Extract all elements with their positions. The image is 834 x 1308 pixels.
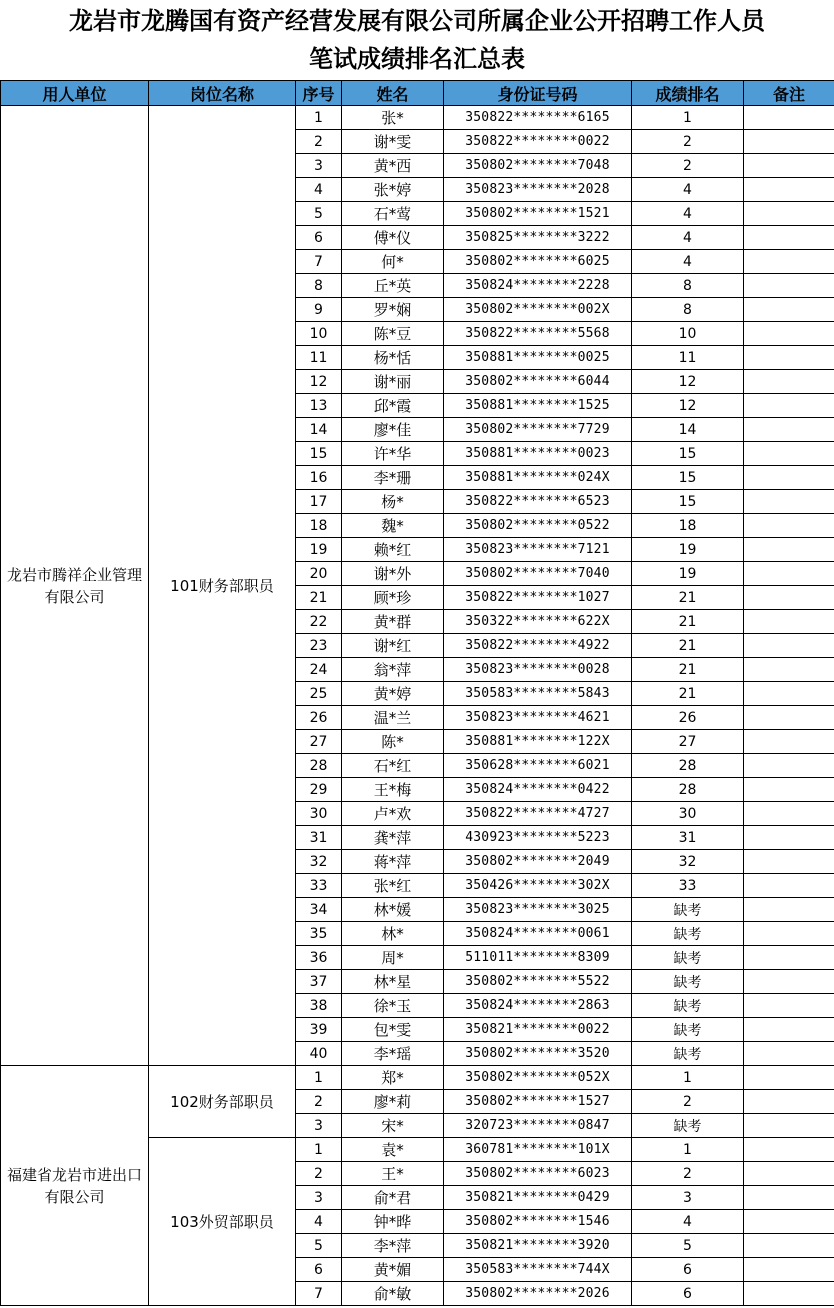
- cell-name: 郑*: [342, 1066, 444, 1090]
- cell-id: 350821********0429: [444, 1186, 632, 1210]
- cell-note: [744, 298, 834, 322]
- cell-post: 103外贸部职员: [149, 1138, 296, 1306]
- cell-name: 杨*恬: [342, 346, 444, 370]
- cell-rank: 缺考: [632, 1042, 744, 1066]
- cell-seq: 29: [296, 778, 342, 802]
- cell-rank: 21: [632, 586, 744, 610]
- cell-note: [744, 562, 834, 586]
- cell-seq: 36: [296, 946, 342, 970]
- cell-rank: 14: [632, 418, 744, 442]
- cell-seq: 5: [296, 1234, 342, 1258]
- cell-id: 350823********0028: [444, 658, 632, 682]
- cell-seq: 17: [296, 490, 342, 514]
- cell-rank: 缺考: [632, 1114, 744, 1138]
- cell-rank: 1: [632, 1138, 744, 1162]
- cell-note: [744, 1138, 834, 1162]
- cell-seq: 27: [296, 730, 342, 754]
- cell-seq: 23: [296, 634, 342, 658]
- cell-seq: 26: [296, 706, 342, 730]
- cell-rank: 4: [632, 178, 744, 202]
- cell-seq: 38: [296, 994, 342, 1018]
- cell-seq: 24: [296, 658, 342, 682]
- cell-note: [744, 850, 834, 874]
- cell-rank: 4: [632, 202, 744, 226]
- cell-rank: 4: [632, 1210, 744, 1234]
- cell-name: 廖*莉: [342, 1090, 444, 1114]
- cell-name: 魏*: [342, 514, 444, 538]
- cell-note: [744, 1234, 834, 1258]
- cell-id: 350823********2028: [444, 178, 632, 202]
- cell-note: [744, 1066, 834, 1090]
- cell-name: 林*: [342, 922, 444, 946]
- cell-id: 350802********1521: [444, 202, 632, 226]
- cell-note: [744, 994, 834, 1018]
- cell-rank: 缺考: [632, 922, 744, 946]
- cell-note: [744, 634, 834, 658]
- cell-name: 李*珊: [342, 466, 444, 490]
- cell-note: [744, 418, 834, 442]
- cell-note: [744, 1210, 834, 1234]
- cell-rank: 6: [632, 1282, 744, 1306]
- cell-note: [744, 154, 834, 178]
- cell-id: 350881********1525: [444, 394, 632, 418]
- cell-name: 廖*佳: [342, 418, 444, 442]
- cell-rank: 15: [632, 442, 744, 466]
- cell-name: 林*星: [342, 970, 444, 994]
- cell-id: 350881********024X: [444, 466, 632, 490]
- cell-seq: 37: [296, 970, 342, 994]
- cell-seq: 3: [296, 1114, 342, 1138]
- cell-id: 350824********0061: [444, 922, 632, 946]
- cell-id: 350824********0422: [444, 778, 632, 802]
- cell-id: 350802********0522: [444, 514, 632, 538]
- cell-seq: 11: [296, 346, 342, 370]
- cell-id: 350426********302X: [444, 874, 632, 898]
- cell-id: 350825********3222: [444, 226, 632, 250]
- cell-seq: 19: [296, 538, 342, 562]
- cell-note: [744, 658, 834, 682]
- cell-rank: 缺考: [632, 1018, 744, 1042]
- cell-id: 350802********2049: [444, 850, 632, 874]
- cell-rank: 31: [632, 826, 744, 850]
- cell-rank: 19: [632, 538, 744, 562]
- cell-name: 傅*仪: [342, 226, 444, 250]
- cell-note: [744, 778, 834, 802]
- cell-rank: 21: [632, 658, 744, 682]
- cell-note: [744, 586, 834, 610]
- header-note: 备注: [744, 81, 834, 106]
- cell-name: 李*瑶: [342, 1042, 444, 1066]
- cell-id: 360781********101X: [444, 1138, 632, 1162]
- cell-id: 350802********7040: [444, 562, 632, 586]
- header-unit: 用人单位: [1, 81, 149, 106]
- cell-name: 周*: [342, 946, 444, 970]
- cell-name: 黄*婷: [342, 682, 444, 706]
- cell-seq: 2: [296, 1162, 342, 1186]
- cell-name: 黄*群: [342, 610, 444, 634]
- cell-note: [744, 1018, 834, 1042]
- cell-rank: 1: [632, 106, 744, 130]
- cell-seq: 6: [296, 1258, 342, 1282]
- cell-rank: 缺考: [632, 898, 744, 922]
- cell-note: [744, 1114, 834, 1138]
- cell-name: 杨*: [342, 490, 444, 514]
- cell-name: 王*: [342, 1162, 444, 1186]
- cell-seq: 33: [296, 874, 342, 898]
- document-title: [0, 0, 834, 80]
- cell-id: 350823********7121: [444, 538, 632, 562]
- cell-rank: 27: [632, 730, 744, 754]
- cell-seq: 13: [296, 394, 342, 418]
- cell-name: 钟*晔: [342, 1210, 444, 1234]
- cell-seq: 31: [296, 826, 342, 850]
- cell-note: [744, 346, 834, 370]
- cell-rank: 4: [632, 250, 744, 274]
- cell-note: [744, 1042, 834, 1066]
- cell-name: 黄*西: [342, 154, 444, 178]
- cell-seq: 12: [296, 370, 342, 394]
- cell-rank: 2: [632, 130, 744, 154]
- cell-name: 袁*: [342, 1138, 444, 1162]
- cell-name: 温*兰: [342, 706, 444, 730]
- cell-note: [744, 754, 834, 778]
- cell-id: 350802********5522: [444, 970, 632, 994]
- cell-note: [744, 202, 834, 226]
- cell-seq: 3: [296, 1186, 342, 1210]
- cell-note: [744, 394, 834, 418]
- cell-id: 350881********0023: [444, 442, 632, 466]
- cell-name: 俞*君: [342, 1186, 444, 1210]
- cell-name: 谢*红: [342, 634, 444, 658]
- cell-id: 350628********6021: [444, 754, 632, 778]
- cell-note: [744, 1282, 834, 1306]
- cell-rank: 11: [632, 346, 744, 370]
- cell-seq: 40: [296, 1042, 342, 1066]
- cell-seq: 1: [296, 1138, 342, 1162]
- cell-rank: 4: [632, 226, 744, 250]
- title-line-2: 笔试成绩排名汇总表: [309, 45, 525, 73]
- header-name: 姓名: [342, 81, 444, 106]
- cell-note: [744, 706, 834, 730]
- cell-rank: 21: [632, 634, 744, 658]
- cell-id: 350822********5568: [444, 322, 632, 346]
- cell-seq: 35: [296, 922, 342, 946]
- cell-name: 何*: [342, 250, 444, 274]
- cell-rank: 19: [632, 562, 744, 586]
- cell-note: [744, 946, 834, 970]
- cell-name: 蒋*萍: [342, 850, 444, 874]
- cell-id: 350821********3920: [444, 1234, 632, 1258]
- cell-seq: 5: [296, 202, 342, 226]
- cell-id: 350881********122X: [444, 730, 632, 754]
- cell-id: 350823********3025: [444, 898, 632, 922]
- cell-note: [744, 802, 834, 826]
- cell-rank: 28: [632, 778, 744, 802]
- cell-seq: 18: [296, 514, 342, 538]
- cell-rank: 15: [632, 490, 744, 514]
- cell-seq: 21: [296, 586, 342, 610]
- cell-id: 320723********0847: [444, 1114, 632, 1138]
- cell-seq: 10: [296, 322, 342, 346]
- cell-id: 350822********0022: [444, 130, 632, 154]
- cell-rank: 2: [632, 1162, 744, 1186]
- cell-name: 龚*萍: [342, 826, 444, 850]
- cell-name: 俞*敏: [342, 1282, 444, 1306]
- cell-rank: 30: [632, 802, 744, 826]
- cell-note: [744, 274, 834, 298]
- table-row: [1, 1066, 834, 1090]
- cell-unit: 福建省龙岩市进出口有限公司: [1, 1066, 149, 1306]
- title-line-1: 龙岩市龙腾国有资产经营发展有限公司所属企业公开招聘工作人员: [69, 7, 765, 35]
- cell-name: 陈*豆: [342, 322, 444, 346]
- cell-note: [744, 130, 834, 154]
- cell-name: 陈*: [342, 730, 444, 754]
- cell-seq: 25: [296, 682, 342, 706]
- cell-name: 许*华: [342, 442, 444, 466]
- table-row: [1, 106, 834, 130]
- cell-note: [744, 466, 834, 490]
- cell-name: 张*红: [342, 874, 444, 898]
- cell-rank: 32: [632, 850, 744, 874]
- header-post: 岗位名称: [149, 81, 296, 106]
- cell-name: 宋*: [342, 1114, 444, 1138]
- cell-id: 350823********4621: [444, 706, 632, 730]
- cell-seq: 15: [296, 442, 342, 466]
- cell-name: 谢*外: [342, 562, 444, 586]
- cell-rank: 12: [632, 394, 744, 418]
- cell-note: [744, 250, 834, 274]
- cell-id: 350322********622X: [444, 610, 632, 634]
- cell-note: [744, 826, 834, 850]
- cell-rank: 18: [632, 514, 744, 538]
- cell-id: 350822********4922: [444, 634, 632, 658]
- cell-rank: 33: [632, 874, 744, 898]
- cell-id: 350802********6025: [444, 250, 632, 274]
- cell-rank: 6: [632, 1258, 744, 1282]
- cell-note: [744, 442, 834, 466]
- cell-rank: 26: [632, 706, 744, 730]
- header-rank: 成绩排名: [632, 81, 744, 106]
- cell-seq: 1: [296, 106, 342, 130]
- cell-seq: 16: [296, 466, 342, 490]
- cell-rank: 1: [632, 1066, 744, 1090]
- cell-name: 顾*珍: [342, 586, 444, 610]
- cell-seq: 14: [296, 418, 342, 442]
- cell-rank: 缺考: [632, 970, 744, 994]
- cell-name: 谢*丽: [342, 370, 444, 394]
- cell-name: 赖*红: [342, 538, 444, 562]
- cell-rank: 10: [632, 322, 744, 346]
- cell-note: [744, 322, 834, 346]
- cell-note: [744, 730, 834, 754]
- cell-post: 101财务部职员: [149, 106, 296, 1066]
- cell-rank: 3: [632, 1186, 744, 1210]
- cell-name: 罗*娴: [342, 298, 444, 322]
- cell-seq: 4: [296, 1210, 342, 1234]
- cell-name: 徐*玉: [342, 994, 444, 1018]
- cell-note: [744, 682, 834, 706]
- cell-id: 350802********052X: [444, 1066, 632, 1090]
- cell-id: 430923********5223: [444, 826, 632, 850]
- cell-note: [744, 922, 834, 946]
- cell-name: 翁*萍: [342, 658, 444, 682]
- cell-note: [744, 874, 834, 898]
- cell-note: [744, 490, 834, 514]
- cell-seq: 6: [296, 226, 342, 250]
- score-ranking-table: [0, 80, 834, 1306]
- cell-id: 350802********002X: [444, 298, 632, 322]
- cell-id: 350881********0025: [444, 346, 632, 370]
- cell-seq: 2: [296, 130, 342, 154]
- cell-seq: 7: [296, 1282, 342, 1306]
- cell-seq: 32: [296, 850, 342, 874]
- cell-id: 350802********7048: [444, 154, 632, 178]
- cell-rank: 15: [632, 466, 744, 490]
- cell-name: 张*: [342, 106, 444, 130]
- cell-note: [744, 970, 834, 994]
- cell-rank: 21: [632, 682, 744, 706]
- cell-id: 350822********1027: [444, 586, 632, 610]
- cell-id: 350583********5843: [444, 682, 632, 706]
- cell-rank: 缺考: [632, 946, 744, 970]
- cell-name: 包*雯: [342, 1018, 444, 1042]
- cell-seq: 9: [296, 298, 342, 322]
- cell-name: 李*萍: [342, 1234, 444, 1258]
- cell-note: [744, 178, 834, 202]
- cell-id: 350583********744X: [444, 1258, 632, 1282]
- cell-id: 350821********0022: [444, 1018, 632, 1042]
- cell-id: 511011********8309: [444, 946, 632, 970]
- cell-post: 102财务部职员: [149, 1066, 296, 1138]
- cell-id: 350802********6044: [444, 370, 632, 394]
- cell-rank: 8: [632, 274, 744, 298]
- table-body: [1, 106, 834, 1306]
- cell-rank: 28: [632, 754, 744, 778]
- cell-note: [744, 1186, 834, 1210]
- cell-name: 林*媛: [342, 898, 444, 922]
- cell-seq: 8: [296, 274, 342, 298]
- cell-id: 350824********2863: [444, 994, 632, 1018]
- cell-name: 丘*英: [342, 274, 444, 298]
- cell-seq: 34: [296, 898, 342, 922]
- cell-note: [744, 370, 834, 394]
- cell-id: 350824********2228: [444, 274, 632, 298]
- cell-note: [744, 898, 834, 922]
- cell-seq: 4: [296, 178, 342, 202]
- cell-id: 350822********6523: [444, 490, 632, 514]
- cell-name: 邱*霞: [342, 394, 444, 418]
- cell-seq: 22: [296, 610, 342, 634]
- cell-note: [744, 226, 834, 250]
- cell-unit: 龙岩市腾祥企业管理有限公司: [1, 106, 149, 1066]
- header-row: [1, 81, 834, 106]
- cell-id: 350822********6165: [444, 106, 632, 130]
- cell-id: 350802********1527: [444, 1090, 632, 1114]
- cell-rank: 8: [632, 298, 744, 322]
- cell-note: [744, 610, 834, 634]
- cell-id: 350802********7729: [444, 418, 632, 442]
- cell-name: 卢*欢: [342, 802, 444, 826]
- cell-rank: 21: [632, 610, 744, 634]
- cell-name: 黄*媚: [342, 1258, 444, 1282]
- cell-seq: 30: [296, 802, 342, 826]
- cell-note: [744, 1090, 834, 1114]
- cell-rank: 12: [632, 370, 744, 394]
- cell-id: 350802********6023: [444, 1162, 632, 1186]
- cell-note: [744, 514, 834, 538]
- cell-seq: 39: [296, 1018, 342, 1042]
- cell-rank: 2: [632, 154, 744, 178]
- cell-note: [744, 1258, 834, 1282]
- cell-seq: 1: [296, 1066, 342, 1090]
- cell-seq: 2: [296, 1090, 342, 1114]
- cell-seq: 28: [296, 754, 342, 778]
- cell-rank: 缺考: [632, 994, 744, 1018]
- cell-rank: 2: [632, 1090, 744, 1114]
- cell-id: 350822********4727: [444, 802, 632, 826]
- header-id: 身份证号码: [444, 81, 632, 106]
- cell-rank: 5: [632, 1234, 744, 1258]
- cell-note: [744, 106, 834, 130]
- cell-id: 350802********3520: [444, 1042, 632, 1066]
- cell-name: 王*梅: [342, 778, 444, 802]
- cell-name: 石*莺: [342, 202, 444, 226]
- cell-seq: 3: [296, 154, 342, 178]
- cell-name: 石*红: [342, 754, 444, 778]
- cell-name: 张*婷: [342, 178, 444, 202]
- cell-name: 谢*雯: [342, 130, 444, 154]
- cell-id: 350802********1546: [444, 1210, 632, 1234]
- cell-seq: 20: [296, 562, 342, 586]
- header-seq: 序号: [296, 81, 342, 106]
- cell-note: [744, 1162, 834, 1186]
- cell-note: [744, 538, 834, 562]
- cell-id: 350802********2026: [444, 1282, 632, 1306]
- cell-seq: 7: [296, 250, 342, 274]
